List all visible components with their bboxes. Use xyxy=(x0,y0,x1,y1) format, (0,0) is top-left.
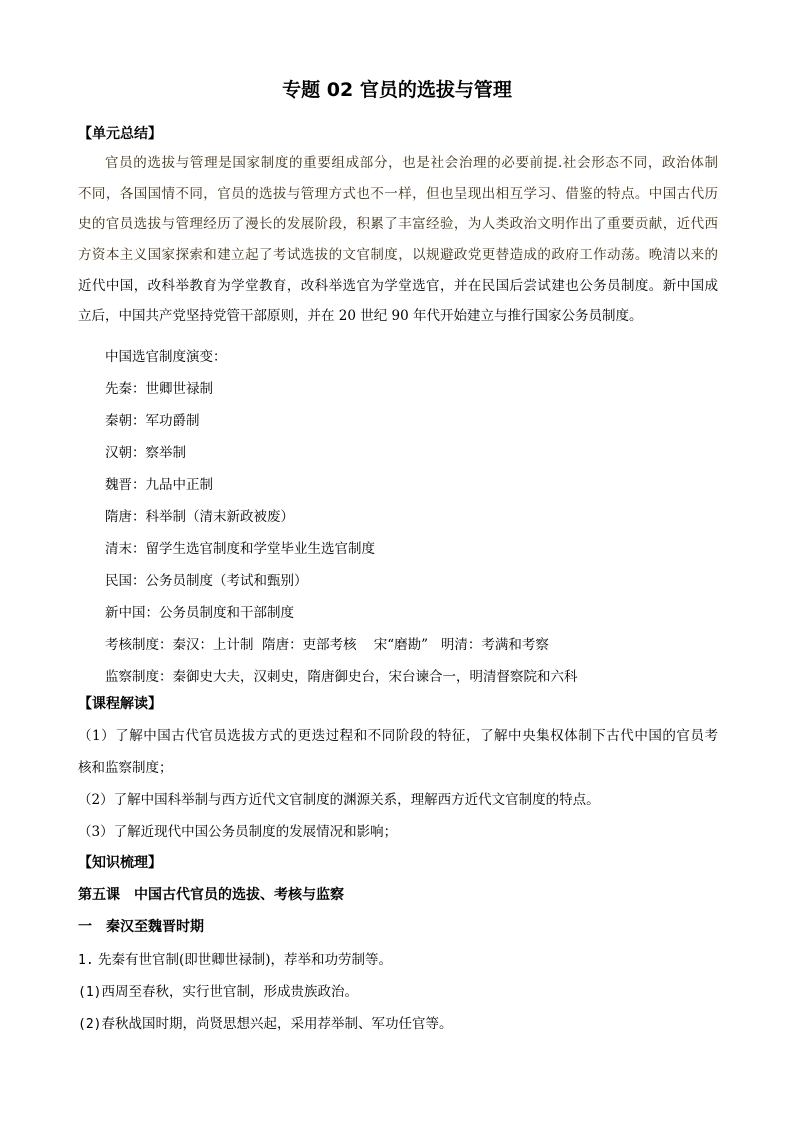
section-title: 一 秦汉至魏晋时期 xyxy=(78,919,204,935)
list-item: 中国选官制度演变： xyxy=(105,349,227,365)
list-item: 考核制度：秦汉：上计制 隋唐：吏部考核 宋“磨勘” 明清：考满和考察 xyxy=(105,637,549,653)
list-item: 清末：留学生选官制度和学堂毕业生选官制度 xyxy=(105,541,375,557)
list-item: 秦朝：军功爵制 xyxy=(105,413,200,429)
lesson-title: 第五课 中国古代官员的选拔、考核与监察 xyxy=(78,887,344,903)
sub-point-1 xyxy=(78,982,358,1003)
paragraph-line: 立后，中国共产党坚持党管干部原则，并在 20 世纪 90 年代开始建立与推行国家公务员制度。 xyxy=(78,308,643,325)
paragraph-line: 史的官员选拔与管理经历了漫长的发展阶段，积累了丰富经验，为人类政治文明作出了重要贡献，近代西 xyxy=(78,216,718,233)
sub-point-2 xyxy=(78,1014,452,1035)
paragraph-line: 方资本主义国家探索和建立起了考试选拔的文官制度，以规避政党更替造成的政府工作动荡。晚清以来的 xyxy=(78,247,718,264)
unit-summary-heading: 【单元总结】 xyxy=(78,126,162,142)
sub-point-text: 春秋战国时期，尚贤思想兴起，采用荐举制、军功任官等。 xyxy=(101,1016,453,1032)
list-item: 隋唐：科举制（清末新政被废） xyxy=(105,509,294,525)
sub-point-text: 西周至春秋，实行世官制，形成贵族政治。 xyxy=(101,984,358,1000)
page-title: 专题 02 官员的选拔与管理 xyxy=(282,79,512,101)
list-item: 新中国：公务员制度和干部制度 xyxy=(105,605,294,621)
point-text: 先秦有世官制(即世卿世禄制)，荐举和功劳制等。 xyxy=(97,952,392,968)
list-item: 汉朝：察举制 xyxy=(105,445,186,461)
course-item-1-line-1: （1）了解中国古代官员选拔方式的更迭过程和不同阶段的特征，了解中央集权体制下古代中国的官员考 xyxy=(78,728,718,744)
list-item: 先秦：世卿世禄制 xyxy=(105,381,213,397)
course-item-3: （3）了解近现代中国公务员制度的发展情况和影响； xyxy=(78,824,398,840)
point-1 xyxy=(78,950,392,971)
list-item: 民国：公务员制度（考试和甄别） xyxy=(105,573,308,589)
course-item-1-line-2: 核和监察制度； xyxy=(78,760,173,776)
course-heading: 【课程解读】 xyxy=(78,696,162,712)
list-item: 魏晋：九品中正制 xyxy=(105,477,213,493)
paragraph-line: 不同，各国国情不同，官员的选拔与管理方式也不一样，但也呈现出相互学习、借鉴的特点。中国古代历 xyxy=(78,185,718,202)
evolution-list xyxy=(105,341,725,693)
point-number: 1. xyxy=(78,953,94,968)
paragraph-line: 官员的选拔与管理是国家制度的重要组成部分，也是社会治理的必要前提.社会形态不同，政治体制 xyxy=(105,155,718,171)
list-item: 监察制度：秦御史大夫，汉刺史，隋唐御史台，宋台谏合一，明清督察院和六科 xyxy=(105,669,578,685)
knowledge-heading: 【知识梳理】 xyxy=(78,855,162,871)
paragraph-line: 近代中国，改科举教育为学堂教育，改科举选官为学堂选官，并在民国后尝试建也公务员制度。新中国成 xyxy=(78,277,718,294)
sub-point-number: (1) xyxy=(78,985,102,1000)
unit-summary-paragraph xyxy=(78,148,718,332)
sub-point-number: (2) xyxy=(78,1017,102,1032)
course-item-2: （2）了解中国科举制与西方近代文官制度的渊源关系，理解西方近代文官制度的特点。 xyxy=(78,792,600,808)
